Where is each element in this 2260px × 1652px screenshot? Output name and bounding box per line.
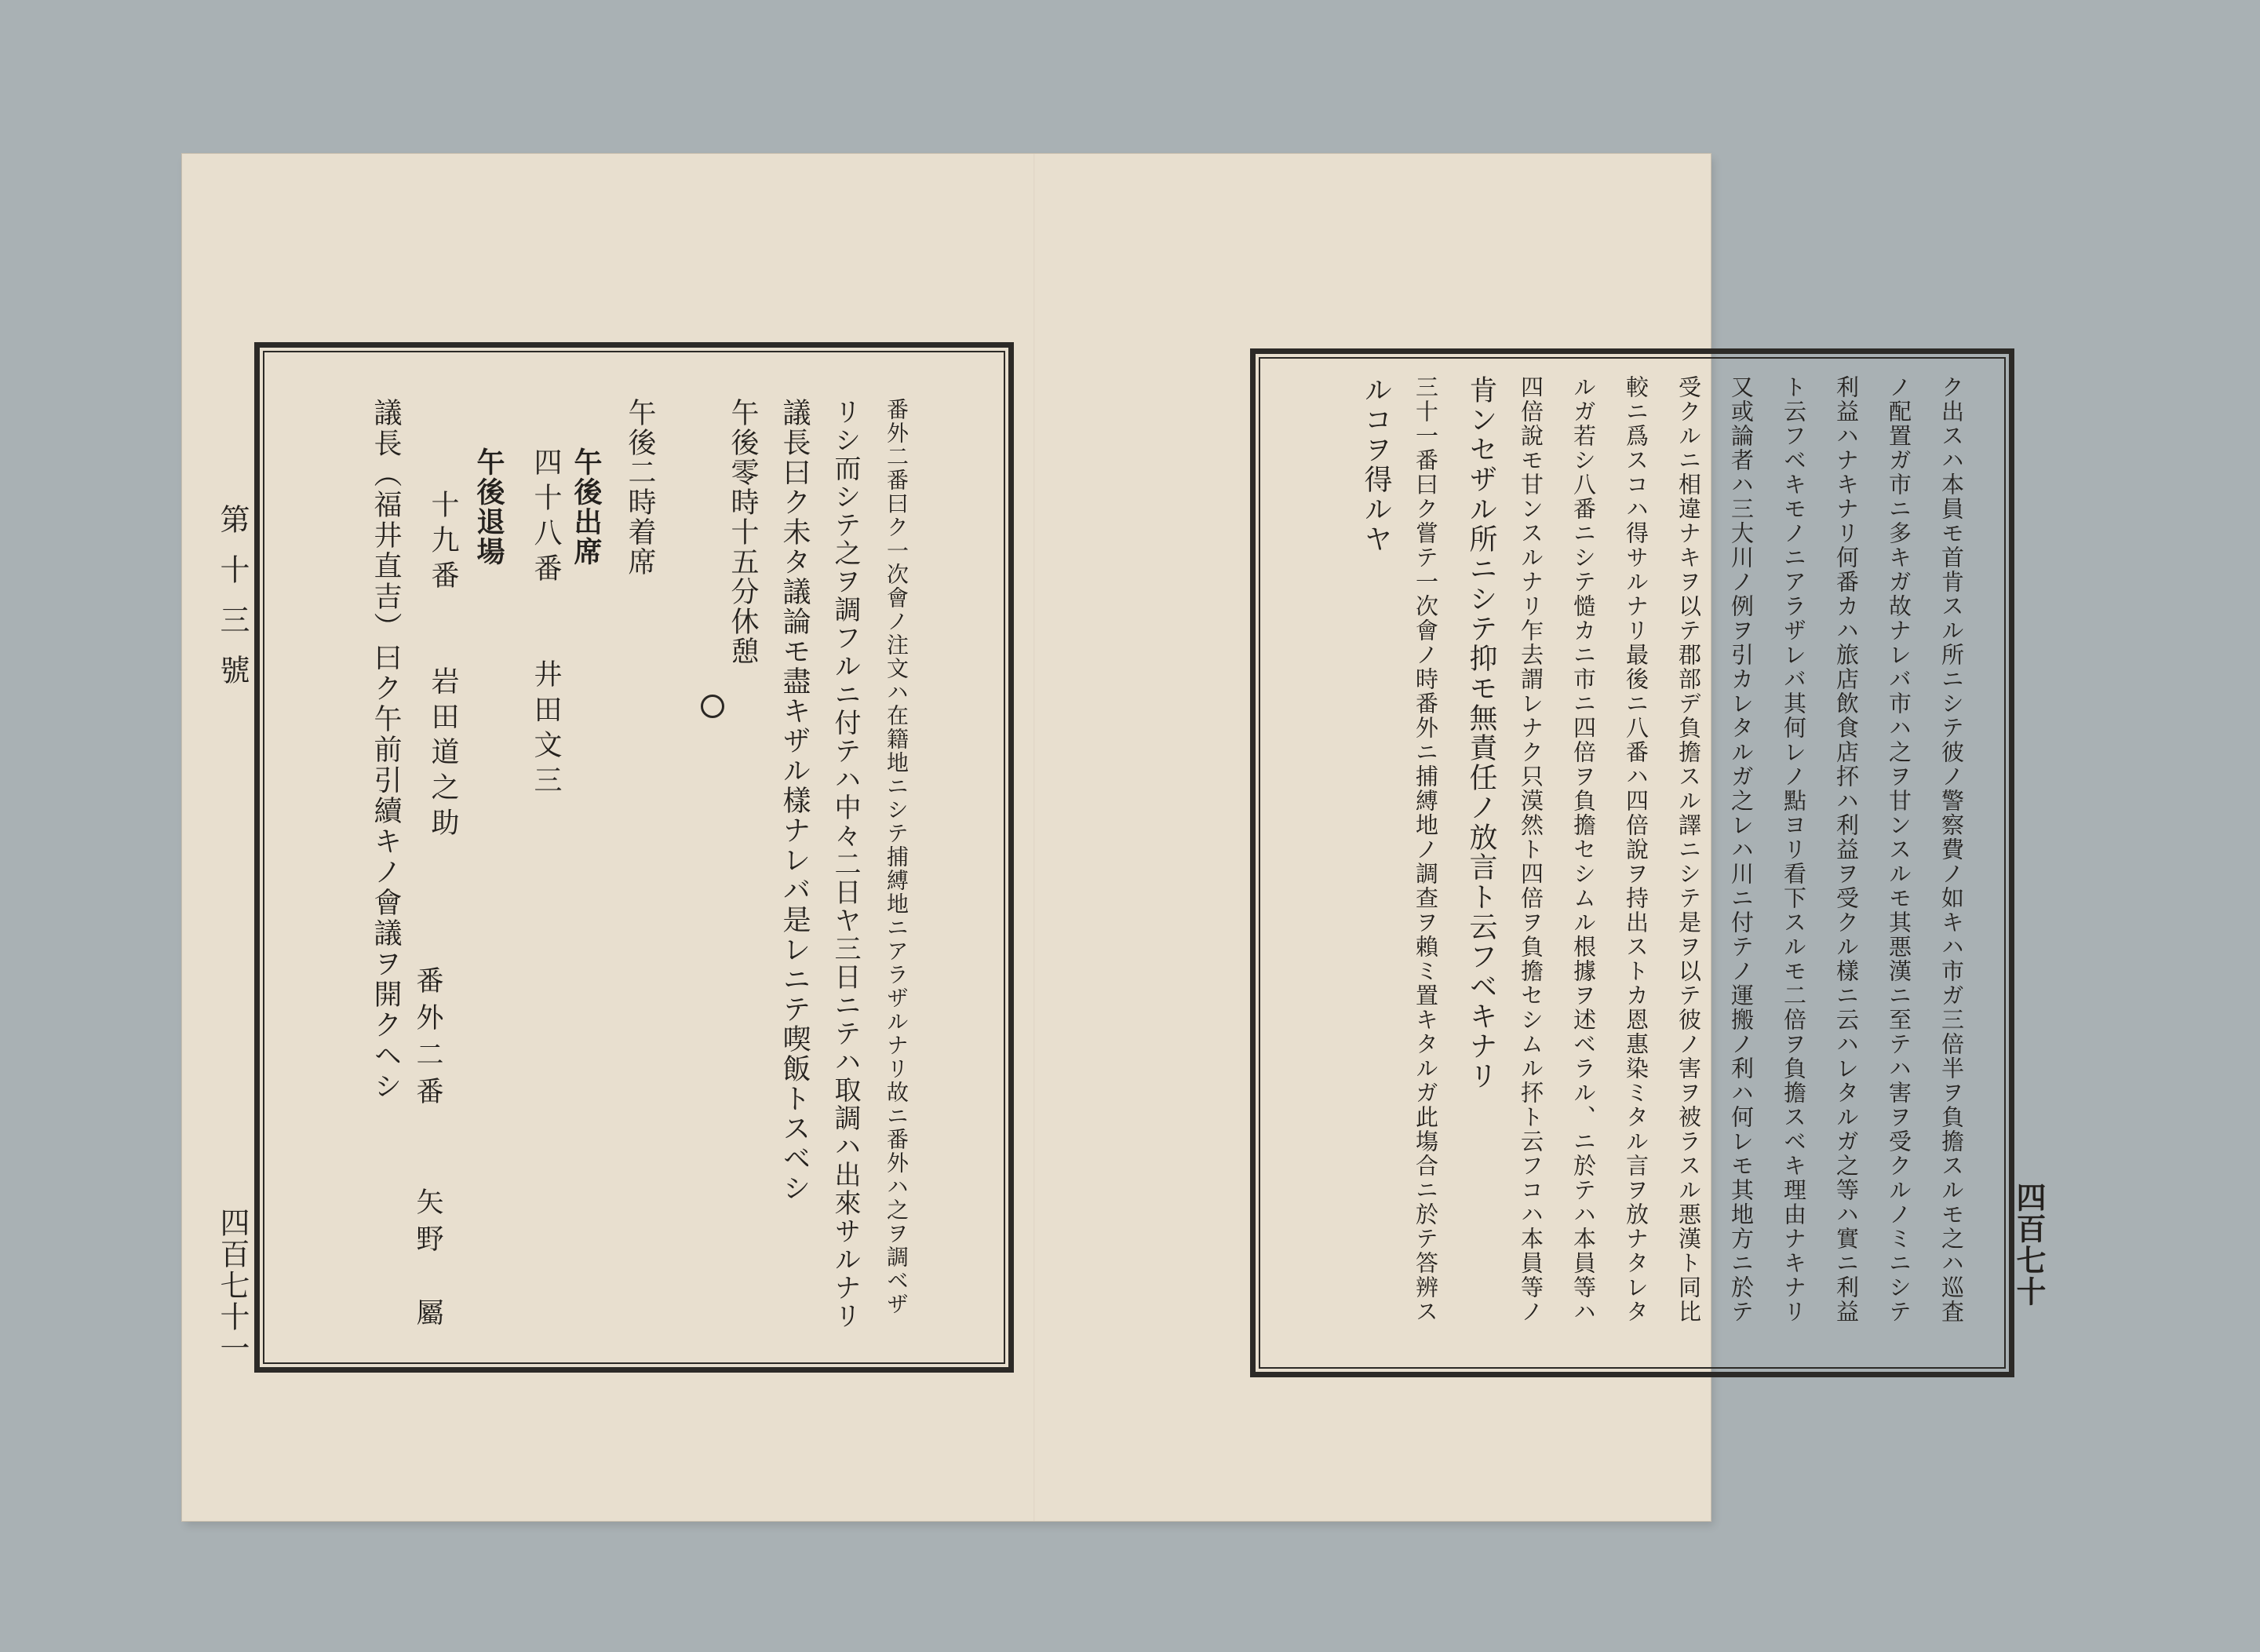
right-column-11: 三十一番曰ク嘗テ一次會ノ時番外ニ捕縛地ノ調查ヲ賴ミ置キタルガ此塲合ニ於テ答辨ス (1412, 375, 1439, 1324)
left-page-number: 四百七十一 (215, 1207, 250, 1364)
left-column-8: 四十八番 井田文三 (530, 447, 562, 800)
document-sheet (182, 154, 2047, 1521)
right-column-12: ルコヲ得ルヤ (1360, 375, 1392, 554)
left-column-10: 十九番 岩田道之助 (427, 490, 459, 843)
right-column-5: 又或論者ハ三大川ノ例ヲ引カレタルガ之レハ川ニ付テノ運搬ノ利ハ何レモ其地方ニ於テ (1728, 375, 1755, 1324)
left-column-7: 午後出席 (570, 447, 603, 567)
speaker-line: 番外二番 矢野 屬 (412, 966, 443, 1335)
left-column-2: リシ而シテ之ヲ調フルニ付テハ中々二日ヤ三日ニテハ取調ハ出來サルナリ (829, 398, 861, 1330)
right-column-3: 利益ハナキナリ何番カハ旅店飲食店抔ハ利益ヲ受クル樣ニ云ハレタルガ之等ハ實ニ利益 (1833, 375, 1860, 1324)
right-column-8: ルガ若シ八番ニシテ慥カニ市ニ四倍ヲ負擔セシムル根據ヲ述ベラル、ニ於テハ本員等ハ (1570, 375, 1597, 1324)
left-column-11: 議長（福井直吉）曰ク午前引續キノ會議ヲ開クヘシ (370, 398, 402, 1102)
right-column-9: 四倍說モ甘ンスルナリ乍去謂レナク只漠然ト四倍ヲ負擔セシムル抔ト云フコハ本員等ノ (1518, 375, 1544, 1324)
right-column-4: ト云フベキモノニアラザレバ其何レノ點ヨリ看下スルモ二倍ヲ負擔スベキ理由ナキナリ (1781, 375, 1807, 1324)
circle-mark (701, 695, 724, 718)
right-column-7: 較ニ爲スコハ得サルナリ最後ニ八番ハ四倍說ヲ持出ストカ恩惠染ミタル言ヲ放ナタレタ (1623, 375, 1649, 1324)
right-column-6: 受クルニ相違ナキヲ以テ郡部デ負擔スル譯ニシテ是ヲ以テ彼ノ害ヲ被ラスル悪漢ト同比 (1675, 375, 1702, 1324)
left-column-6: 午後二時着席 (624, 398, 656, 577)
left-column-3: 議長曰ク未タ議論モ盡キザル樣ナレバ是レニテ喫飯トスベシ (778, 398, 811, 1203)
left-column-1: 番外二番曰ク一次會ノ注文ハ在籍地ニシテ捕縛地ニアラザルナリ故ニ番外ハ之ヲ調ベザ (884, 398, 909, 1316)
right-column-2: ノ配置ガ市ニ多キガ故ナレバ市ハ之ヲ甘ンスルモ其悪漢ニ至テハ害ヲ受クルノミニシテ (1886, 375, 1912, 1324)
right-column-10: 肯ンセザル所ニシテ抑モ無責任ノ放言ト云フベキナリ (1465, 375, 1497, 1091)
left-column-4: 午後零時十五分休憩 (727, 398, 759, 666)
right-page-frame (1250, 348, 2014, 1377)
left-column-9: 午後退場 (472, 447, 505, 567)
right-column-1: ク出スハ本員モ首肯スル所ニシテ彼ノ警察費ノ如キハ市ガ三倍半ヲ負擔スルモ之ハ巡査 (1938, 375, 1965, 1324)
issue-number-header: 第十三號 (215, 504, 250, 705)
left-page-frame (254, 342, 1014, 1373)
right-page-number: 四百七十 (2011, 1182, 2047, 1307)
